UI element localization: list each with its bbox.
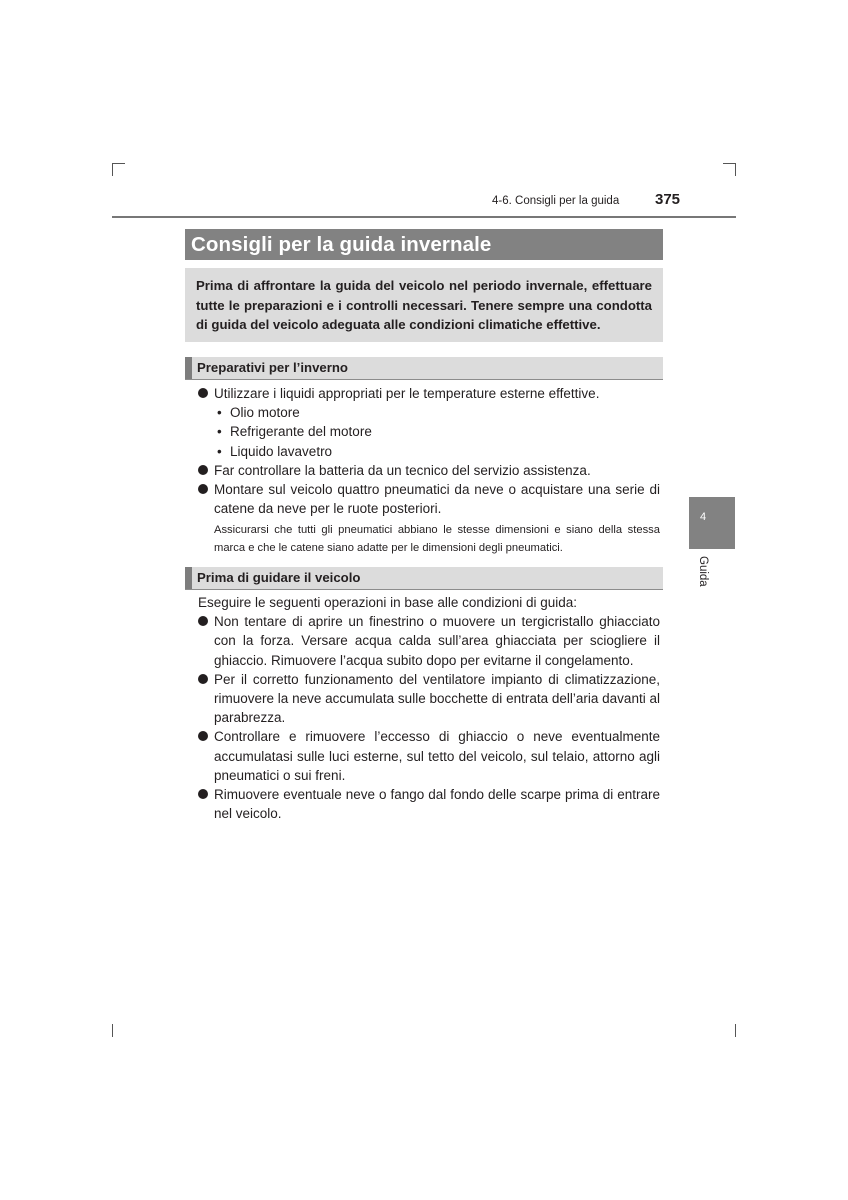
bullet-icon [198,388,208,398]
small-bullet-icon: • [217,443,222,459]
section-heading-text: Prima di guidare il veicolo [197,570,361,585]
crop-mark-top-left-h [112,163,125,164]
sub-list-item-text: Liquido lavavetro [230,443,333,459]
sub-list-item-text: Olio motore [230,405,300,421]
intro-text: Prima di affrontare la guida del veicolo nel periodo invernale, effettuare tutte le preparazioni e i controlli necessari. Tenere sempre una condotta di guida del veicolo adeguata alle condizioni climatiche effettive. [196,278,652,333]
bullet-icon [198,484,208,494]
crop-mark-bottom-left-v [112,1024,113,1037]
list-item-text: Controllare e rimuovere l’eccesso di ghiaccio o neve eventualmente accumulatasi sulle luci esterne, sul tetto del veicolo, sul telaio, attorno agli pneumatici o sui freni. [214,729,660,783]
section-before-driving-content [198,593,660,823]
page-title: Consigli per la guida invernale [185,229,663,260]
sub-list-item [198,422,660,441]
running-header-section: 4-6. Consigli per la guida [492,195,620,207]
section-winter-prep-content [198,384,660,557]
list-item-text: Far controllare la batteria da un tecnico del servizio assistenza. [214,462,591,478]
intro-box [185,268,663,342]
list-item [198,384,660,403]
bullet-icon [198,465,208,475]
list-item [198,670,660,728]
bullet-icon [198,674,208,684]
sub-list-item [198,403,660,422]
header-rule [112,216,736,218]
list-item-text: Rimuovere eventuale neve o fango dal fondo delle scarpe prima di entrare nel veicolo. [214,787,660,822]
list-item-text: Per il corretto funzionamento del ventilatore impianto di climatizzazione, rimuovere la neve accumulata sulle bocchette di entrata dell’aria davanti al parabrezza. [214,671,660,726]
list-item [198,612,660,670]
small-bullet-icon: • [217,424,222,440]
page-number: 375 [655,191,681,208]
section-heading-winter-prep [185,357,663,379]
crop-mark-bottom-right-v [735,1024,736,1037]
list-item-text: Non tentare di aprire un finestrino o muovere un tergicristallo ghiacciato con la forza. Versare acqua calda sull’area ghiacciata per sciogliere il ghiaccio. Rimuovere l’acqua subito dopo per evitarne il congelamento. [214,614,660,668]
list-item-text: Montare sul veicolo quattro pneumatici da neve o acquistare una serie di catene da neve per le ruote posteriori. [214,482,660,517]
sub-list-item [198,442,660,461]
chapter-label: Guida [697,556,709,587]
note-text: Assicurarsi che tutti gli pneumatici abbiano le stesse dimensioni e siano della stessa marca e che le catene siano adatte per le dimensioni degli pneumatici. [214,524,660,554]
list-item [198,727,660,785]
list-item [198,480,660,518]
bullet-icon [198,789,208,799]
crop-mark-top-left-v [112,163,113,176]
sub-list-item-text: Refrigerante del motore [230,424,372,440]
list-item-text: Utilizzare i liquidi appropriati per le temperature esterne effettive. [214,386,600,401]
small-bullet-icon: • [217,405,222,421]
bullet-icon [198,731,208,741]
lead-text: Eseguire le seguenti operazioni in base alle condizioni di guida: [198,595,578,610]
list-item [198,785,660,823]
chapter-tab [689,497,735,549]
chapter-number: 4 [699,511,707,523]
bullet-icon [198,616,208,626]
section-heading-before-driving [185,567,663,589]
list-item [198,461,660,480]
section-heading-text: Preparativi per l’inverno [197,360,348,375]
crop-mark-top-right-v [735,163,736,176]
